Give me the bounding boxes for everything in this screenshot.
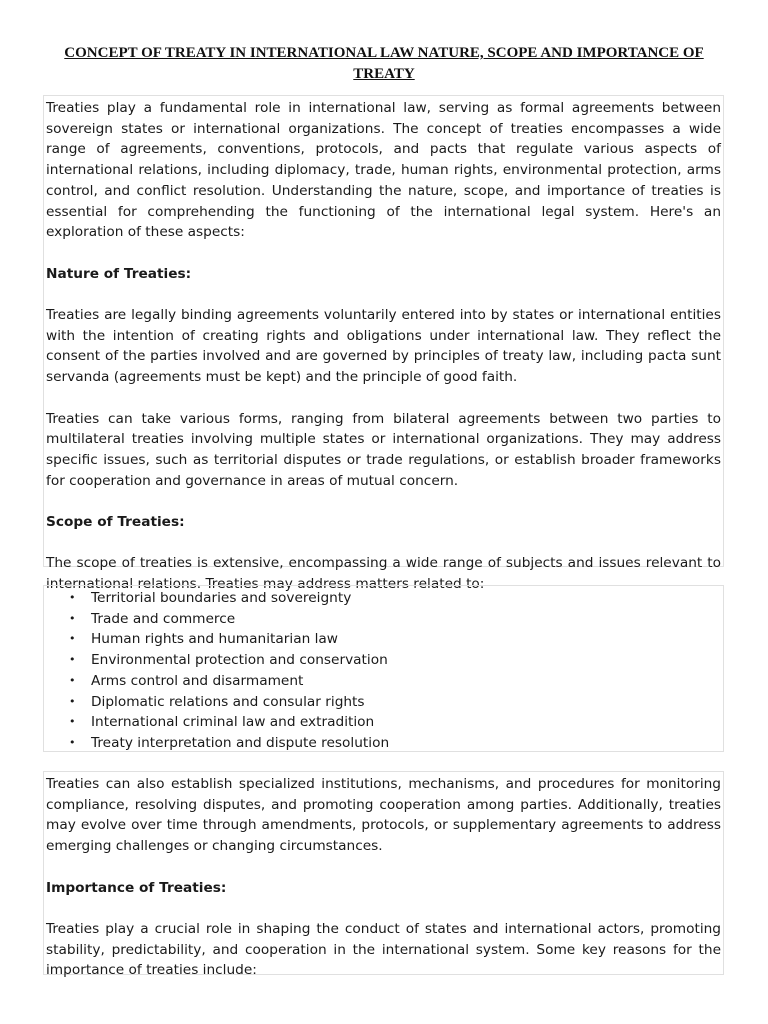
nature-paragraph-1: Treaties are legally binding agreements voluntarily entered into by states or international entities with the intention of creating rights and obligations under international law. They reflect the consent of the parties involved and are governed by principles of treaty law, including pacta sunt servanda (agreements must be kept) and the principle of good faith. [46, 307, 721, 386]
spacer [46, 491, 721, 512]
scope-heading: Scope of Treaties: [46, 514, 185, 530]
intro-paragraph: Treaties play a fundamental role in international law, serving as formal agreements between sovereign states or international organizations. The concept of treaties encompasses a wide range of agreements, conventions, protocols, and pacts that regulate various aspects of international relations, including diplomacy, trade, human rights, environmental protection, arms control, and conflict resolution. Understanding the nature, scope, and importance of treaties is essential for comprehending the functioning of the international legal system. Here's an exploration of these aspects: [46, 100, 721, 241]
list-item: • International criminal law and extradition [91, 712, 721, 733]
list-item: • Environmental protection and conservation [91, 650, 721, 671]
after-list-paragraph: Treaties can also establish specialized institutions, mechanisms, and procedures for monitoring compliance, resolving disputes, and promoting cooperation among parties. Additionally, treaties may evolve over time through amendments, protocols, or supplementary agreements to address emerging challenges or changing circumstances. [46, 776, 721, 855]
list-item: • Treaty interpretation and dispute resolution [91, 733, 721, 754]
list-item: • Human rights and humanitarian law [91, 629, 721, 650]
spacer [46, 898, 721, 919]
importance-paragraph: Treaties play a crucial role in shaping the conduct of states and international actors, promoting stability, predictability, and cooperation in the international system. Some key reasons for the importance of treaties include: [46, 920, 721, 979]
bullet-icon: • [69, 611, 76, 625]
nature-paragraph-2: Treaties can take various forms, ranging from bilateral agreements between two parties to multilateral treaties involving multiple states or international organizations. They may address specific issues, such as territorial disputes or trade regulations, or establish broader frameworks for cooperation and governance in areas of mutual concern. [46, 410, 721, 489]
bullet-icon: • [69, 653, 76, 667]
bullet-icon: • [69, 673, 76, 687]
list-item: • Territorial boundaries and sovereignty [91, 588, 721, 609]
spacer [46, 388, 721, 409]
importance-heading: Importance of Treaties: [46, 879, 227, 896]
list-item: • Arms control and disarmament [91, 671, 721, 692]
spacer [46, 284, 721, 305]
bullet-icon: • [69, 694, 76, 708]
section-box-intro [43, 95, 724, 593]
bullet-icon: • [69, 715, 76, 729]
spacer [46, 533, 721, 554]
document-title: CONCEPT OF TREATY IN INTERNATIONAL LAW NATURE, SCOPE AND IMPORTANCE OF TREATY [64, 45, 704, 82]
list-item: • Trade and commerce [91, 609, 721, 630]
scope-list [46, 588, 721, 754]
scope-paragraph: The scope of treaties is extensive, encompassing a wide range of subjects and issues relevant to international relations. Treaties may address matters related to: [46, 555, 721, 593]
section-box-list [43, 585, 724, 752]
bullet-icon: • [69, 735, 76, 749]
list-item: • Diplomatic relations and consular rights [91, 692, 721, 713]
nature-heading: Nature of Treaties: [46, 265, 192, 282]
bullet-icon: • [69, 591, 76, 604]
spacer [46, 243, 721, 264]
spacer [46, 857, 721, 878]
section-box-importance [43, 771, 724, 979]
bullet-icon: • [69, 632, 76, 646]
